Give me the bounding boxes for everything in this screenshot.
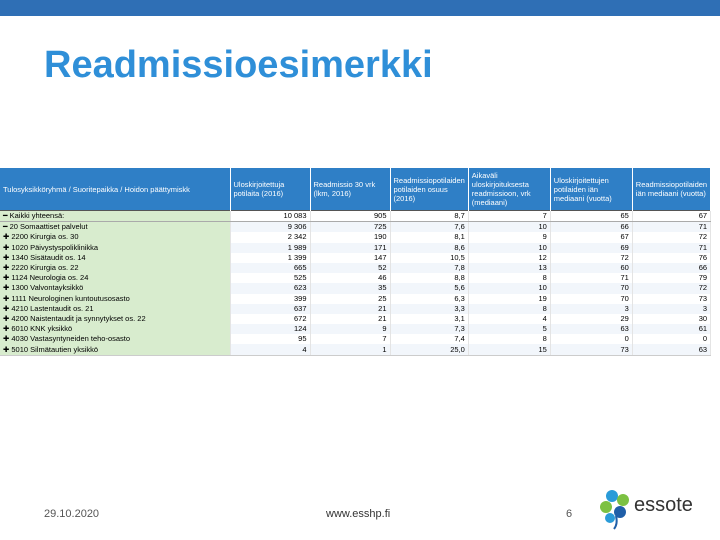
cell-osuus: 8,8	[390, 273, 468, 283]
cell-osuus: 7,8	[390, 263, 468, 273]
row-label: ✚ 1111 Neurologinen kuntoutusosasto	[0, 294, 230, 304]
table-row	[0, 232, 711, 242]
cell-osuus: 10,5	[390, 253, 468, 263]
cell-ika-ulos: 73	[550, 344, 632, 355]
table-row	[0, 324, 711, 334]
cell-ika-readm: 76	[632, 253, 710, 263]
row-label: ━ Kaikki yhteensä:	[0, 211, 230, 222]
cell-uloskirj: 9 306	[230, 222, 310, 233]
cell-uloskirj: 2 342	[230, 232, 310, 242]
slide-title: Readmissioesimerkki	[44, 44, 433, 86]
table-header-row	[0, 168, 711, 211]
cell-aikavali: 9	[468, 232, 550, 242]
footer-url[interactable]: www.esshp.fi	[326, 508, 391, 520]
column-header-age-discharged: Uloskirjoitettujen potilaiden iän mediaani (vuotta)	[550, 168, 632, 211]
cell-uloskirj: 1 989	[230, 243, 310, 253]
cell-ika-readm: 0	[632, 334, 710, 344]
cell-readm: 25	[310, 294, 390, 304]
cell-uloskirj: 1 399	[230, 253, 310, 263]
row-label: ✚ 1300 Valvontayksikkö	[0, 283, 230, 293]
cell-readm: 9	[310, 324, 390, 334]
cell-ika-readm: 61	[632, 324, 710, 334]
cell-uloskirj: 10 083	[230, 211, 310, 222]
cell-aikavali: 19	[468, 294, 550, 304]
cell-readm: 171	[310, 243, 390, 253]
cell-ika-readm: 72	[632, 283, 710, 293]
cell-osuus: 6,3	[390, 294, 468, 304]
cell-ika-ulos: 66	[550, 222, 632, 233]
cell-aikavali: 8	[468, 304, 550, 314]
cell-ika-ulos: 29	[550, 314, 632, 324]
footer-date: 29.10.2020	[44, 508, 100, 520]
table-row	[0, 263, 711, 273]
cell-osuus: 3,1	[390, 314, 468, 324]
cell-aikavali: 7	[468, 211, 550, 222]
cell-ika-ulos: 72	[550, 253, 632, 263]
cell-aikavali: 4	[468, 314, 550, 324]
cell-uloskirj: 399	[230, 294, 310, 304]
cell-aikavali: 10	[468, 222, 550, 233]
row-label: ✚ 1020 Päivystyspoliklinikka	[0, 243, 230, 253]
top-accent-bar	[0, 0, 720, 16]
cell-readm: 725	[310, 222, 390, 233]
row-label: ✚ 4030 Vastasyntyneiden teho-osasto	[0, 334, 230, 344]
cell-osuus: 5,6	[390, 283, 468, 293]
cell-readm: 190	[310, 232, 390, 242]
cell-aikavali: 13	[468, 263, 550, 273]
cell-readm: 147	[310, 253, 390, 263]
cell-osuus: 25,0	[390, 344, 468, 355]
table-row	[0, 283, 711, 293]
cell-aikavali: 10	[468, 283, 550, 293]
row-label: ✚ 1124 Neurologia os. 24	[0, 273, 230, 283]
row-label: ✚ 4210 Lastentaudit os. 21	[0, 304, 230, 314]
cell-readm: 7	[310, 334, 390, 344]
table-row	[0, 334, 711, 344]
column-header-age-readmission: Readmissiopotilaiden iän mediaani (vuotta)	[632, 168, 710, 211]
cell-uloskirj: 124	[230, 324, 310, 334]
cell-ika-readm: 73	[632, 294, 710, 304]
table-row	[0, 211, 711, 222]
cell-ika-readm: 66	[632, 263, 710, 273]
cell-ika-readm: 79	[632, 273, 710, 283]
cell-readm: 46	[310, 273, 390, 283]
essote-logo	[598, 486, 710, 530]
cell-osuus: 8,6	[390, 243, 468, 253]
row-label: ✚ 4200 Naistentaudit ja synnytykset os. 22	[0, 314, 230, 324]
readmission-table-image	[0, 168, 720, 358]
cell-ika-readm: 63	[632, 344, 710, 355]
readmission-table	[0, 168, 711, 356]
cell-ika-ulos: 69	[550, 243, 632, 253]
cell-readm: 35	[310, 283, 390, 293]
row-label: ✚ 2200 Kirurgia os. 30	[0, 232, 230, 242]
cell-osuus: 8,7	[390, 211, 468, 222]
clover-logo-icon	[598, 486, 634, 530]
column-header-unit: Tulosyksikköryhmä / Suoritepaikka / Hoidon päättymiskk	[0, 168, 230, 211]
cell-ika-ulos: 71	[550, 273, 632, 283]
table-row	[0, 304, 711, 314]
cell-uloskirj: 4	[230, 344, 310, 355]
logo-wordmark: essote	[634, 494, 693, 516]
column-header-readmission-count: Readmissio 30 vrk (lkm, 2016)	[310, 168, 390, 211]
column-header-readmission-share: Readmissiopotilaiden potilaiden osuus (2016)	[390, 168, 468, 211]
cell-ika-readm: 71	[632, 222, 710, 233]
cell-aikavali: 8	[468, 273, 550, 283]
table-row	[0, 243, 711, 253]
column-header-discharged: Uloskirjoitettuja potilaita (2016)	[230, 168, 310, 211]
cell-ika-ulos: 67	[550, 232, 632, 242]
table-row	[0, 344, 711, 355]
cell-aikavali: 8	[468, 334, 550, 344]
cell-ika-ulos: 70	[550, 294, 632, 304]
cell-readm: 1	[310, 344, 390, 355]
table-row	[0, 294, 711, 304]
column-header-interval: Aikaväli uloskirjoituksesta readmissioon, vrk (mediaani)	[468, 168, 550, 211]
cell-ika-readm: 71	[632, 243, 710, 253]
cell-uloskirj: 637	[230, 304, 310, 314]
cell-ika-readm: 72	[632, 232, 710, 242]
cell-aikavali: 5	[468, 324, 550, 334]
page-number: 6	[566, 508, 573, 520]
cell-osuus: 7,3	[390, 324, 468, 334]
cell-uloskirj: 665	[230, 263, 310, 273]
cell-osuus: 7,6	[390, 222, 468, 233]
cell-ika-ulos: 70	[550, 283, 632, 293]
row-label: ✚ 5010 Silmätautien yksikkö	[0, 344, 230, 355]
cell-aikavali: 15	[468, 344, 550, 355]
table-row	[0, 253, 711, 263]
cell-osuus: 8,1	[390, 232, 468, 242]
row-label: ━ 20 Somaattiset palvelut	[0, 222, 230, 233]
cell-readm: 52	[310, 263, 390, 273]
table-row	[0, 314, 711, 324]
cell-aikavali: 10	[468, 243, 550, 253]
cell-ika-ulos: 3	[550, 304, 632, 314]
table-row	[0, 222, 711, 233]
cell-ika-readm: 67	[632, 211, 710, 222]
row-label: ✚ 1340 Sisätaudit os. 14	[0, 253, 230, 263]
cell-uloskirj: 95	[230, 334, 310, 344]
cell-ika-ulos: 60	[550, 263, 632, 273]
cell-readm: 21	[310, 304, 390, 314]
cell-uloskirj: 525	[230, 273, 310, 283]
cell-osuus: 7,4	[390, 334, 468, 344]
cell-readm: 21	[310, 314, 390, 324]
cell-osuus: 3,3	[390, 304, 468, 314]
cell-uloskirj: 623	[230, 283, 310, 293]
cell-uloskirj: 672	[230, 314, 310, 324]
cell-ika-ulos: 0	[550, 334, 632, 344]
cell-ika-readm: 3	[632, 304, 710, 314]
row-label: ✚ 6010 KNK yksikkö	[0, 324, 230, 334]
cell-aikavali: 12	[468, 253, 550, 263]
cell-ika-ulos: 63	[550, 324, 632, 334]
row-label: ✚ 2220 Kirurgia os. 22	[0, 263, 230, 273]
cell-ika-readm: 30	[632, 314, 710, 324]
cell-ika-ulos: 65	[550, 211, 632, 222]
cell-readm: 905	[310, 211, 390, 222]
table-row	[0, 273, 711, 283]
